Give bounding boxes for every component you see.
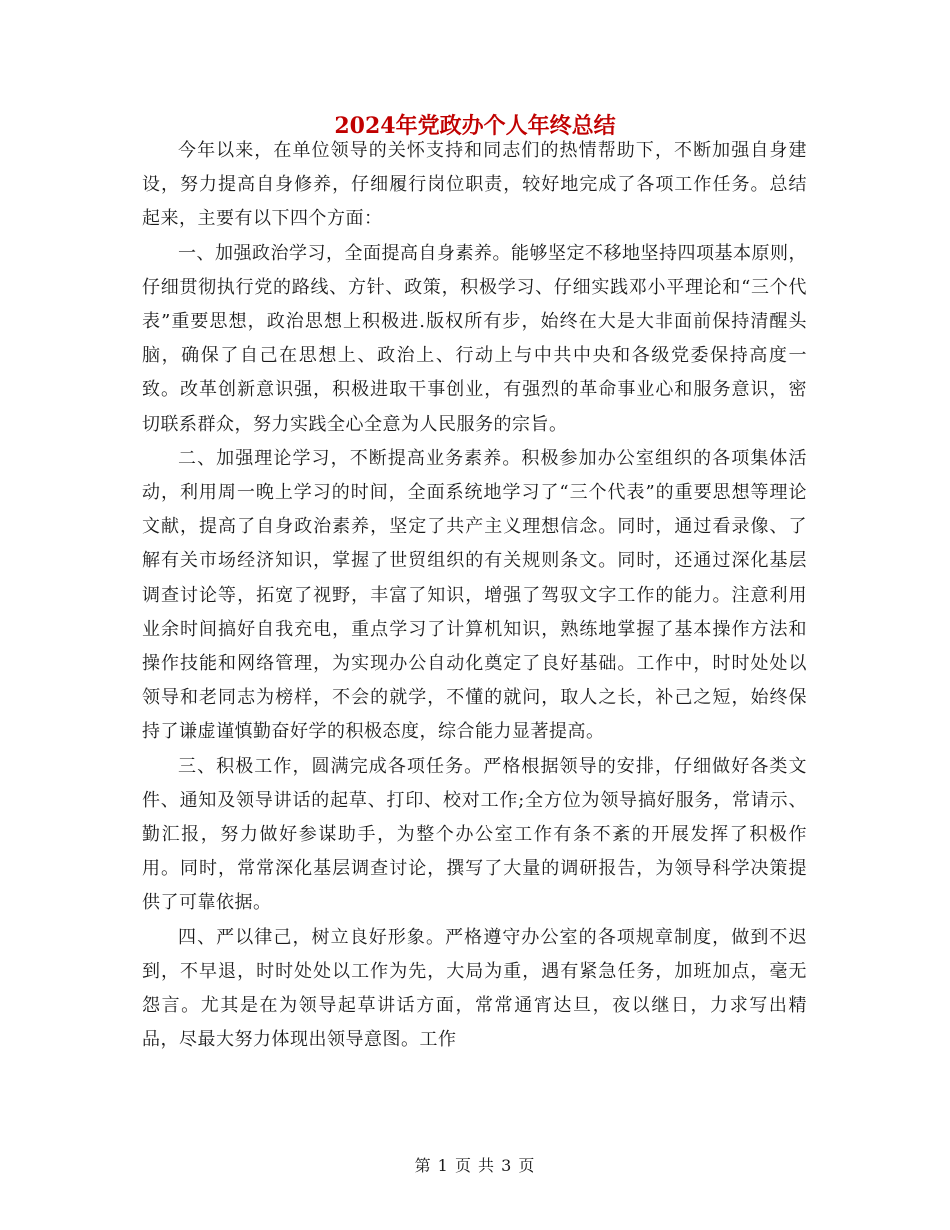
paragraph-intro: 今年以来，在单位领导的关怀支持和同志们的热情帮助下，不断加强自身建设，努力提高自身修养，仔细履行岗位职责，较好地完成了各项工作任务。总结起来，主要有以下四个方面： — [142, 140, 807, 230]
paragraph-section-1: 一、加强政治学习，全面提高自身素养。能够坚定不移地坚持四项基本原则，仔细贯彻执行党的路线、方针、政策，积极学习、仔细实践邓小平理论和“三个代表”重要思想，政治思想上积极进.版权所有步，始终在大是大非面前保持清醒头脑，确保了自己在思想上、政治上、行动上与中共中央和各级党委保持高度一致。改革创新意识强，积极进取干事创业，有强烈的革命事业心和服务意识，密切联系群众，努力实践全心全意为人民服务的宗旨。 — [142, 242, 807, 435]
document-body — [142, 134, 807, 1057]
paragraph-section-3: 三、积极工作，圆满完成各项任务。严格根据领导的安排，仔细做好各类文件、通知及领导讲话的起草、打印、校对工作;全方位为领导搞好服务，常请示、勤汇报，努力做好参谋助手，为整个办公室工作有条不紊的开展发挥了积极作用。同时，常常深化基层调查讨论，撰写了大量的调研报告，为领导科学决策提供了可靠依据。 — [142, 755, 807, 914]
paragraph-section-2: 二、加强理论学习，不断提高业务素养。积极参加办公室组织的各项集体活动，利用周一晚上学习的时间，全面系统地学习了“三个代表”的重要思想等理论文献，提高了自身政治素养，坚定了共产主义理想信念。同时，通过看录像、了解有关市场经济知识，掌握了世贸组织的有关规则条文。同时，还通过深化基层调查讨论等，拓宽了视野，丰富了知识，增强了驾驭文字工作的能力。注意利用业余时间搞好自我充电，重点学习了计算机知识，熟练地掌握了基本操作方法和操作技能和网络管理，为实现办公自动化奠定了良好基础。工作中，时时处处以领导和老同志为榜样，不会的就学，不懂的就问，取人之长，补己之短，始终保持了谦虚谨慎勤奋好学的积极态度，综合能力显著提高。 — [142, 447, 807, 743]
page-footer — [0, 1154, 950, 1178]
page-number-label: 第 1 页 共 3 页 — [414, 1156, 536, 1175]
document-title: 2024年党政办个人年终总结 — [334, 113, 616, 139]
paragraph-section-4: 四、严以律己，树立良好形象。严格遵守办公室的各项规章制度，做到不迟到，不早退，时时处处以工作为先，大局为重，遇有紧急任务，加班加点，毫无怨言。尤其是在为领导起草讲话方面，常常通宵达旦，夜以继日，力求写出精品，尽最大努力体现出领导意图。工作 — [142, 926, 807, 1051]
